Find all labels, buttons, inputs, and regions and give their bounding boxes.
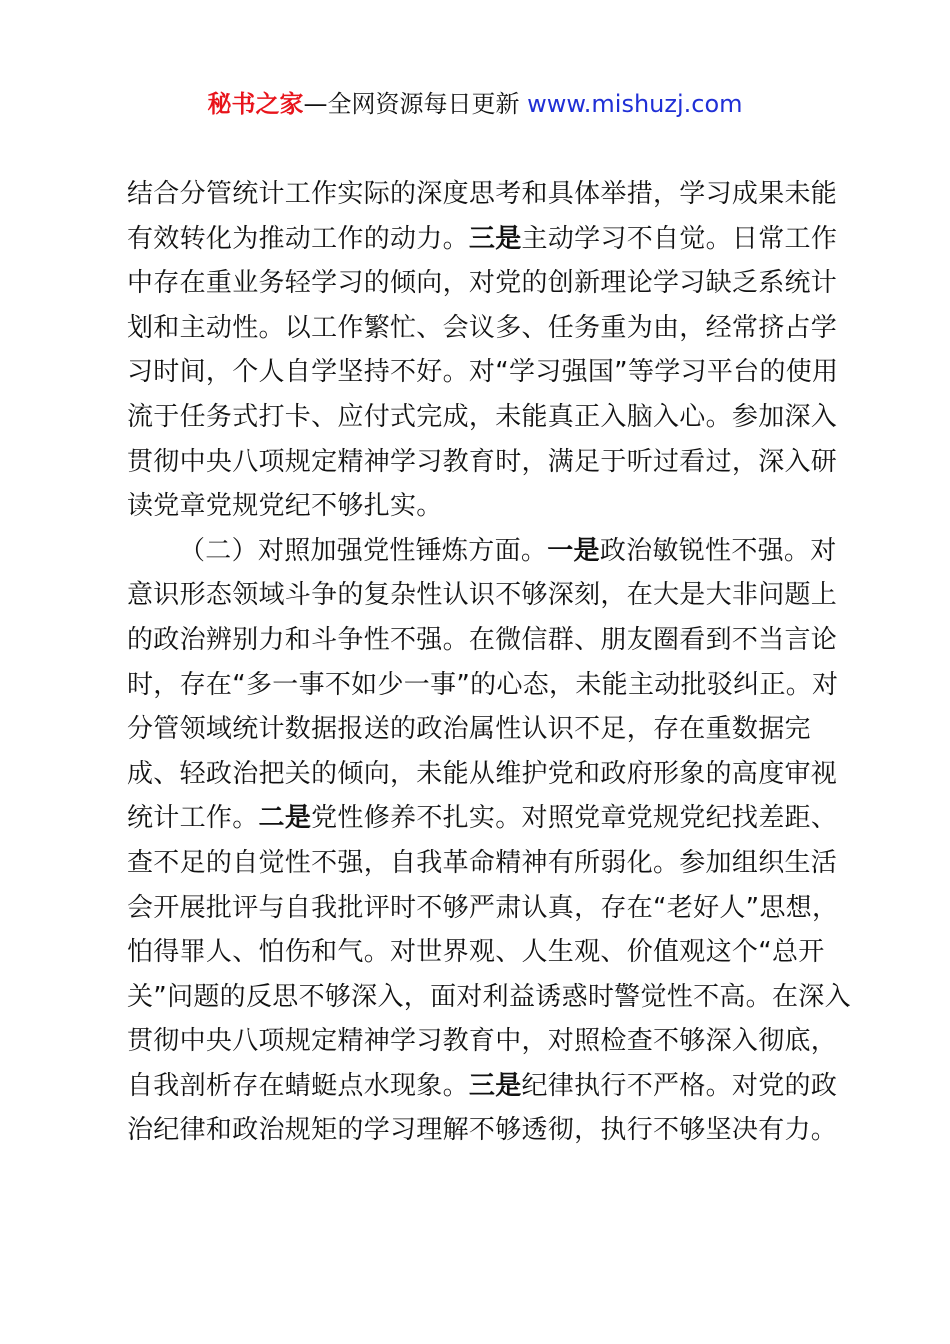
text-line: 分管领域统计数据报送的政治属性认识不足，存在重数据完: [127, 714, 811, 745]
text-line: 习时间，个人自学坚持不好。对“学习强国”等学习平台的使用: [127, 357, 839, 388]
bold-marker: 三是: [468, 1070, 522, 1101]
bold-marker: 一是: [547, 535, 600, 566]
text-line: 中存在重业务轻学习的倾向，对党的创新理论学习缺乏系统计: [127, 268, 838, 299]
text-line: 的政治辨别力和斗争性不强。在微信群、朋友圈看到不当言论: [127, 624, 838, 655]
website-link[interactable]: www.mishuzj.com: [527, 90, 743, 118]
text-line: 流于任务式打卡、应付式完成，未能真正入脑入心。参加深入: [127, 401, 838, 432]
text-line: 统计工作。二是党性修养不扎实。对照党章党规党纪找差距、: [127, 803, 838, 834]
text-line: 自我剖析存在蜻蜓点水现象。三是纪律执行不严格。对党的政: [127, 1070, 838, 1101]
text-line: 怕得罪人、怕伤和气。对世界观、人生观、价值观这个“总开: [127, 937, 825, 968]
text-line: 时，存在“多一事不如少一事”的心态，未能主动批驳纠正。对: [127, 669, 839, 700]
text-line: 意识形态领域斗争的复杂性认识不够深刻，在大是大非问题上: [127, 580, 838, 611]
text-line: 划和主动性。以工作繁忙、会议多、任务重为由，经常挤占学: [127, 312, 838, 343]
text-line: 读党章党规党纪不够扎实。: [127, 491, 443, 522]
text-line: 查不足的自觉性不强，自我革命精神有所弱化。参加组织生活: [127, 847, 838, 878]
bold-marker: 三是: [468, 223, 522, 254]
brand-name: 秘书之家: [207, 90, 304, 118]
text-line: 治纪律和政治规矩的学习理解不够透彻，执行不够坚决有力。: [127, 1115, 838, 1146]
text-line: 贯彻中央八项规定精神学习教育中，对照检查不够深入彻底，: [127, 1026, 838, 1057]
text-line: 结合分管统计工作实际的深度思考和具体举措，学习成果未能: [127, 179, 838, 209]
page-header: [0, 86, 950, 122]
paragraph-start-line: （二）对照加强党性锤炼方面。一是政治敏锐性不强。对: [179, 535, 837, 566]
text-line: 有效转化为推动工作的动力。三是主动学习不自觉。日常工作: [127, 223, 838, 254]
document-body: [127, 172, 851, 1153]
text-line: 关”问题的反思不够深入，面对利益诱惑时警觉性不高。在深入: [127, 981, 851, 1012]
text-line: 会开展批评与自我批评时不够严肃认真，存在“老好人”思想，: [127, 892, 839, 923]
text-line: 成、轻政治把关的倾向，未能从维护党和政府形象的高度审视: [127, 758, 838, 789]
header-slogan: —全网资源每日更新: [303, 90, 528, 118]
bold-marker: 二是: [258, 803, 312, 834]
text-line: 贯彻中央八项规定精神学习教育时，满足于听过看过，深入研: [127, 446, 838, 477]
